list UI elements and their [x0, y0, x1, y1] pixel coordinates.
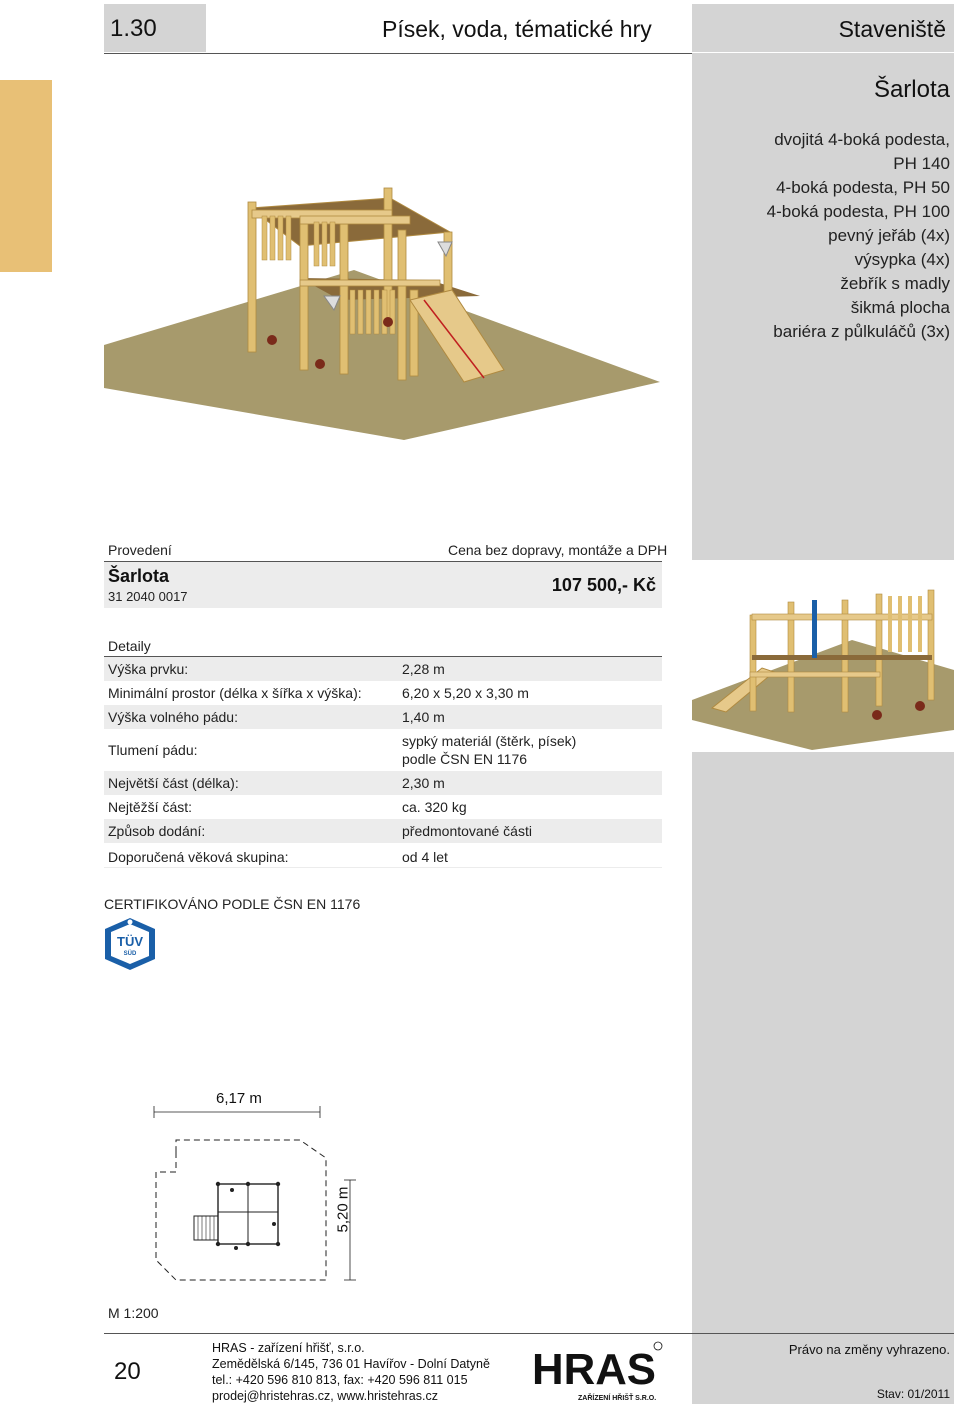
component-item: 4-boká podesta, PH 100	[766, 202, 950, 221]
hras-logo	[530, 1338, 680, 1402]
details-row	[104, 819, 662, 843]
status-date: Stav: 01/2011	[876, 1387, 950, 1401]
category-box	[692, 4, 954, 52]
component-item: šikmá plocha	[850, 298, 950, 317]
component-item: žebřík s madly	[840, 274, 950, 293]
component-item: pevný jeřáb (4x)	[828, 226, 950, 245]
page-number: 20	[114, 1358, 141, 1385]
details-row	[104, 771, 662, 795]
plan-scale: M 1:200	[108, 1305, 159, 1321]
category-title: Staveniště	[838, 16, 946, 42]
detail-label: Způsob dodání:	[108, 823, 206, 839]
footer-rule	[104, 1333, 954, 1334]
detail-label: Výška prvku:	[108, 661, 189, 677]
component-item: bariéra z půlkuláčů (3x)	[773, 322, 950, 341]
company-phone: tel.: +420 596 810 813, fax: +420 596 811 015	[212, 1373, 468, 1387]
detail-label: Nejtěžší část:	[108, 799, 193, 815]
product-name: Šarlota	[873, 76, 950, 103]
company-contact: prodej@hristehras.cz, www.hristehras.cz	[212, 1389, 438, 1403]
side-view-illustration	[692, 560, 954, 752]
section-title: Písek, voda, tématické hry	[382, 16, 652, 42]
component-list	[690, 128, 950, 344]
price-value: 107 500,- Kč	[551, 575, 656, 595]
company-name: HRAS - zařízení hřišť, s.r.o.	[212, 1341, 365, 1355]
detail-value: od 4 let	[402, 849, 448, 865]
tuv-badge-icon	[103, 917, 157, 971]
detail-value: 2,30 m	[402, 775, 445, 791]
logo-subtext: ZAŘÍZENÍ HŘIŠŤ S.R.O.	[578, 1395, 657, 1402]
detail-label: Minimální prostor (délka x šířka x výška):	[108, 685, 362, 701]
plan-depth-label: 5,20 m	[334, 1186, 352, 1233]
product-code: 31 2040 0017	[108, 589, 188, 604]
tuv-badge-text: TÜV	[117, 934, 143, 949]
side-view-image	[692, 560, 954, 752]
rights-notice: Právo na změny vyhrazeno.	[788, 1342, 950, 1357]
component-item: dvojitá 4-boká podesta,	[774, 130, 950, 149]
details-row	[104, 795, 662, 819]
plan-width-label: 6,17 m	[216, 1090, 262, 1107]
detail-value: 6,20 x 5,20 x 3,30 m	[402, 685, 529, 701]
section-tab	[0, 80, 52, 272]
variant-name: Šarlota	[108, 566, 170, 586]
component-item: PH 140	[893, 154, 950, 173]
detail-label: Největší část (délka):	[108, 775, 239, 791]
details-row	[104, 843, 662, 867]
component-item: výsypka (4x)	[854, 250, 950, 269]
detail-value: sypký materiál (štěrk, písek)	[402, 733, 577, 749]
section-number-box	[104, 4, 206, 52]
details-table	[104, 657, 662, 867]
certification-text: CERTIFIKOVÁNO PODLE ČSN EN 1176	[104, 896, 361, 912]
price-label: Cena bez dopravy, montáže a DPH	[448, 542, 668, 558]
detail-label: Tlumení pádu:	[108, 742, 198, 758]
component-item: 4-boká podesta, PH 50	[776, 178, 950, 197]
detail-value: 1,40 m	[402, 709, 445, 725]
detail-label: Výška volného pádu:	[108, 709, 238, 725]
detail-value-line2: podle ČSN EN 1176	[402, 751, 528, 767]
details-bottom	[104, 867, 662, 868]
detail-value: 2,28 m	[402, 661, 445, 677]
detail-value: předmontované části	[402, 823, 532, 839]
company-address: Zemědělská 6/145, 736 01 Havířov - Dolní Datyně	[212, 1357, 490, 1371]
tuv-badge-subtext: SÜD	[123, 951, 137, 957]
plan-depth-label-wrap	[333, 1186, 353, 1234]
section-number: 1.30	[110, 15, 157, 42]
details-row	[104, 657, 662, 681]
details-row	[104, 681, 662, 705]
detail-value: ca. 320 kg	[402, 799, 467, 815]
details-row	[104, 705, 662, 729]
section-title-box	[206, 4, 692, 52]
details-title: Detaily	[108, 638, 151, 654]
details-row	[104, 729, 662, 771]
logo-text: HRAS	[532, 1345, 656, 1394]
detail-label: Doporučená věková skupina:	[108, 849, 289, 865]
variant-label: Provedení	[108, 542, 172, 558]
company-info	[212, 1340, 490, 1404]
product-illustration	[104, 150, 664, 440]
